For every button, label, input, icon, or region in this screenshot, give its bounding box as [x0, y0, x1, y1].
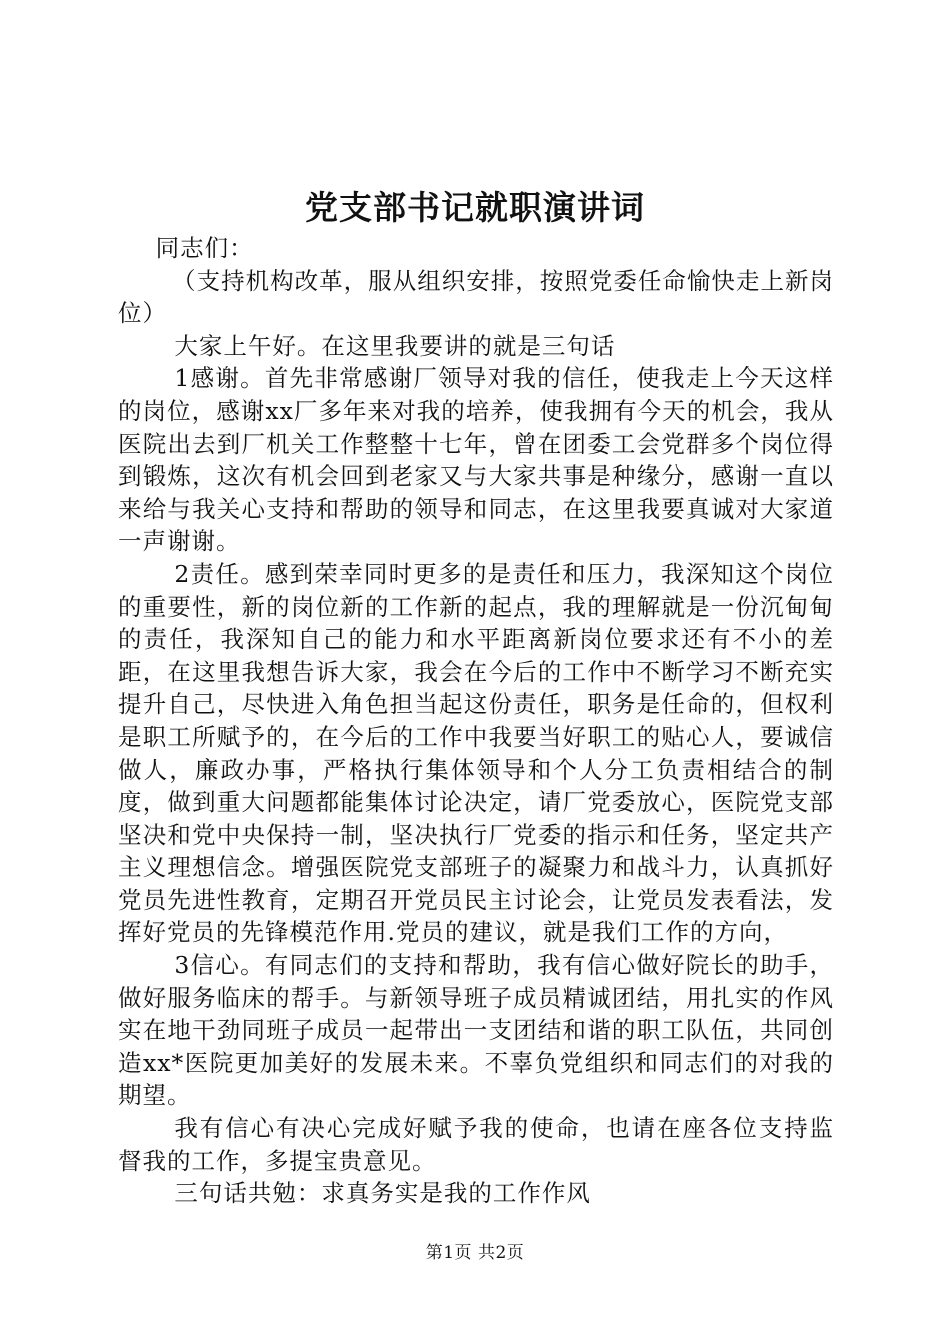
responsibility-paragraph: 2责任。感到荣幸同时更多的是责任和压力，我深知这个岗位的重要性，新的岗位新的工作新的起点，我的理解就是一份沉甸甸的责任，我深知自己的能力和水平距离新岗位要求还有不小的差距，在这里我想告诉大家，我会在今后的工作中不断学习不断充实提升自己，尽快进入角色担当起这份责任，职务是任命的，但权利是职工所赋予的，在今后的工作中我要当好职工的贴心人，要诚信做人，廉政办事，严格执行集体领导和个人分工负责相结合的制度，做到重大问题都能集体讨论决定，请厂党委放心，医院党支部坚决和党中央保持一制，坚决执行厂党委的指示和任务，坚定共产主义理想信念。增强医院党支部班子的凝聚力和战斗力，认真抓好党员先进性教育，定期召开党员民主讨论会，让党员发表看法，发挥好党员的先锋模范作用.党员的建议，就是我们工作的方向， [118, 559, 834, 947]
greeting-paragraph: 大家上午好。在这里我要讲的就是三句话 [174, 331, 616, 360]
parenthetical-paragraph: （支持机构改革，服从组织安排，按照党委任命愉快走上新岗位） [118, 266, 834, 328]
document-title: 党支部书记就职演讲词 [305, 188, 645, 227]
page-indicator: 第1页 共2页 [425, 1243, 525, 1263]
motto-paragraph: 三句话共勉：求真务实是我的工作作风 [174, 1179, 591, 1208]
closing-paragraph: 我有信心有决心完成好赋予我的使命，也请在座各位支持监督我的工作，多提宝贵意见。 [118, 1114, 834, 1175]
thanks-paragraph: 1感谢。首先非常感谢厂领导对我的信任，使我走上今天这样的岗位，感谢xx厂多年来对我的培养，使我拥有今天的机会，我从医院出去到厂机关工作整整十七年，曾在团委工会党群多个岗位得到锻炼，这次有机会回到老家又与大家共事是种缘分，感谢一直以来给与我关心支持和帮助的领导和同志，在这里我要真诚对大家道一声谢谢。 [118, 364, 834, 556]
confidence-paragraph: 3信心。有同志们的支持和帮助，我有信心做好院长的助手，做好服务临床的帮手。与新领导班子成员精诚团结，用扎实的作风实在地干劲同班子成员一起带出一支团结和谐的职工队伍，共同创造xx*医院更加美好的发展未来。不辜负党组织和同志们的对我的期望。 [118, 951, 834, 1110]
document-body [118, 232, 834, 1210]
salutation-paragraph: 同志们： [155, 234, 254, 262]
